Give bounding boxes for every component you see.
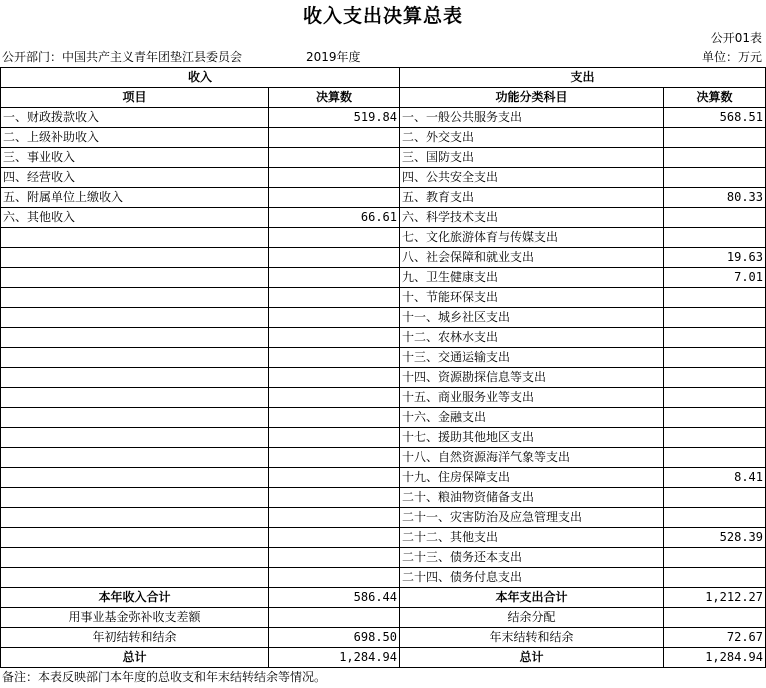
expense-item-cell: 六、科学技术支出 bbox=[400, 208, 664, 228]
table-row bbox=[1, 468, 766, 488]
expense-value-cell bbox=[664, 168, 766, 188]
income-value-cell bbox=[269, 308, 400, 328]
expense-item-cell: 二十、粮油物资储备支出 bbox=[400, 488, 664, 508]
income-item-cell: 四、经营收入 bbox=[1, 168, 269, 188]
expense-amount-column-header: 决算数 bbox=[664, 88, 766, 108]
table-row bbox=[1, 548, 766, 568]
income-item-cell bbox=[1, 328, 269, 348]
expense-item-cell: 二十一、灾害防治及应急管理支出 bbox=[400, 508, 664, 528]
header-row-columns bbox=[1, 88, 766, 108]
income-value-cell bbox=[269, 128, 400, 148]
expense-value-cell bbox=[664, 228, 766, 248]
income-value-cell bbox=[269, 468, 400, 488]
table-row bbox=[1, 568, 766, 588]
end-carryover-value: 72.67 bbox=[664, 628, 766, 648]
expense-value-cell: 8.41 bbox=[664, 468, 766, 488]
income-item-cell: 六、其他收入 bbox=[1, 208, 269, 228]
expense-value-cell bbox=[664, 448, 766, 468]
expense-value-cell bbox=[664, 408, 766, 428]
expense-value-cell bbox=[664, 288, 766, 308]
expense-value-cell bbox=[664, 508, 766, 528]
grand-expense-label: 总计 bbox=[400, 648, 664, 668]
table-row bbox=[1, 188, 766, 208]
total-row bbox=[1, 588, 766, 608]
expense-item-cell: 三、国防支出 bbox=[400, 148, 664, 168]
expense-item-cell: 十八、自然资源海洋气象等支出 bbox=[400, 448, 664, 468]
table-row bbox=[1, 228, 766, 248]
income-item-cell bbox=[1, 348, 269, 368]
expense-header: 支出 bbox=[400, 68, 766, 88]
income-item-cell bbox=[1, 528, 269, 548]
income-item-cell bbox=[1, 368, 269, 388]
income-item-cell bbox=[1, 388, 269, 408]
income-item-cell: 五、附属单位上缴收入 bbox=[1, 188, 269, 208]
begin-carryover-value: 698.50 bbox=[269, 628, 400, 648]
expense-item-cell: 五、教育支出 bbox=[400, 188, 664, 208]
expense-item-cell: 十九、住房保障支出 bbox=[400, 468, 664, 488]
table-row bbox=[1, 368, 766, 388]
expense-value-cell bbox=[664, 568, 766, 588]
expense-item-cell: 十七、援助其他地区支出 bbox=[400, 428, 664, 448]
income-value-cell: 66.61 bbox=[269, 208, 400, 228]
income-value-cell bbox=[269, 148, 400, 168]
income-value-cell bbox=[269, 348, 400, 368]
income-value-cell bbox=[269, 548, 400, 568]
expense-value-cell bbox=[664, 208, 766, 228]
expense-value-cell: 7.01 bbox=[664, 268, 766, 288]
income-item-cell bbox=[1, 428, 269, 448]
income-item-cell bbox=[1, 468, 269, 488]
income-value-cell bbox=[269, 488, 400, 508]
grand-total-row bbox=[1, 648, 766, 668]
end-carryover-label: 年末结转和结余 bbox=[400, 628, 664, 648]
table-row bbox=[1, 508, 766, 528]
table-row bbox=[1, 128, 766, 148]
income-item-cell bbox=[1, 568, 269, 588]
income-item-cell bbox=[1, 448, 269, 468]
expense-item-cell: 二十二、其他支出 bbox=[400, 528, 664, 548]
table-row bbox=[1, 428, 766, 448]
fund-value bbox=[269, 608, 400, 628]
table-row bbox=[1, 348, 766, 368]
expense-item-cell: 十二、农林水支出 bbox=[400, 328, 664, 348]
table-row bbox=[1, 328, 766, 348]
expense-item-cell: 十一、城乡社区支出 bbox=[400, 308, 664, 328]
income-item-cell bbox=[1, 548, 269, 568]
income-value-cell bbox=[269, 448, 400, 468]
expense-item-cell: 四、公共安全支出 bbox=[400, 168, 664, 188]
footnote: 备注：本表反映部门本年度的总收支和年末结转结余等情况。 bbox=[2, 670, 327, 684]
expense-item-cell: 十六、金融支出 bbox=[400, 408, 664, 428]
income-value-cell bbox=[269, 328, 400, 348]
form-number: 公开01表 bbox=[710, 31, 762, 45]
income-value-cell bbox=[269, 388, 400, 408]
item-column-header: 项目 bbox=[1, 88, 269, 108]
income-value-cell bbox=[269, 168, 400, 188]
income-value-cell bbox=[269, 368, 400, 388]
income-value-cell bbox=[269, 528, 400, 548]
expense-value-cell: 80.33 bbox=[664, 188, 766, 208]
income-item-cell bbox=[1, 228, 269, 248]
income-value-cell bbox=[269, 228, 400, 248]
table-row bbox=[1, 248, 766, 268]
expense-value-cell bbox=[664, 348, 766, 368]
expense-total-label: 本年支出合计 bbox=[400, 588, 664, 608]
income-item-cell bbox=[1, 248, 269, 268]
income-value-cell bbox=[269, 568, 400, 588]
table-row bbox=[1, 288, 766, 308]
expense-value-cell bbox=[664, 328, 766, 348]
table-row bbox=[1, 268, 766, 288]
fiscal-year: 2019年度 bbox=[306, 50, 361, 64]
income-amount-column-header: 决算数 bbox=[269, 88, 400, 108]
income-value-cell bbox=[269, 268, 400, 288]
income-item-cell: 二、上级补助收入 bbox=[1, 128, 269, 148]
expense-item-cell: 二、外交支出 bbox=[400, 128, 664, 148]
income-item-cell bbox=[1, 308, 269, 328]
department-label: 公开部门：中国共产主义青年团垫江县委员会 bbox=[2, 50, 243, 64]
function-item-column-header: 功能分类科目 bbox=[400, 88, 664, 108]
allocation-value bbox=[664, 608, 766, 628]
income-item-cell bbox=[1, 268, 269, 288]
expense-value-cell bbox=[664, 388, 766, 408]
expense-item-cell: 二十四、债务付息支出 bbox=[400, 568, 664, 588]
fund-label: 用事业基金弥补收支差额 bbox=[1, 608, 269, 628]
grand-expense-value: 1,284.94 bbox=[664, 648, 766, 668]
begin-carryover-label: 年初结转和结余 bbox=[1, 628, 269, 648]
income-value-cell: 519.84 bbox=[269, 108, 400, 128]
income-expense-table bbox=[0, 67, 766, 668]
expense-item-cell: 二十三、债务还本支出 bbox=[400, 548, 664, 568]
income-item-cell bbox=[1, 488, 269, 508]
table-row bbox=[1, 408, 766, 428]
income-value-cell bbox=[269, 408, 400, 428]
expense-item-cell: 一、一般公共服务支出 bbox=[400, 108, 664, 128]
income-value-cell bbox=[269, 288, 400, 308]
table-row bbox=[1, 108, 766, 128]
table-row bbox=[1, 448, 766, 468]
table-row bbox=[1, 308, 766, 328]
expense-value-cell bbox=[664, 488, 766, 508]
income-value-cell bbox=[269, 248, 400, 268]
income-item-cell bbox=[1, 508, 269, 528]
expense-total-value: 1,212.27 bbox=[664, 588, 766, 608]
unit-label: 单位：万元 bbox=[701, 50, 762, 64]
expense-item-cell: 八、社会保障和就业支出 bbox=[400, 248, 664, 268]
expense-value-cell bbox=[664, 308, 766, 328]
income-item-cell bbox=[1, 288, 269, 308]
income-item-cell: 三、事业收入 bbox=[1, 148, 269, 168]
allocation-label: 结余分配 bbox=[400, 608, 664, 628]
expense-value-cell: 19.63 bbox=[664, 248, 766, 268]
expense-value-cell bbox=[664, 428, 766, 448]
table-row bbox=[1, 528, 766, 548]
table-row bbox=[1, 488, 766, 508]
income-item-cell: 一、财政拨款收入 bbox=[1, 108, 269, 128]
income-item-cell bbox=[1, 408, 269, 428]
fund-row bbox=[1, 608, 766, 628]
income-total-value: 586.44 bbox=[269, 588, 400, 608]
expense-item-cell: 十五、商业服务业等支出 bbox=[400, 388, 664, 408]
expense-value-cell bbox=[664, 148, 766, 168]
expense-item-cell: 十、节能环保支出 bbox=[400, 288, 664, 308]
expense-value-cell: 568.51 bbox=[664, 108, 766, 128]
income-total-label: 本年收入合计 bbox=[1, 588, 269, 608]
table-row bbox=[1, 388, 766, 408]
expense-value-cell bbox=[664, 368, 766, 388]
income-value-cell bbox=[269, 188, 400, 208]
expense-item-cell: 十三、交通运输支出 bbox=[400, 348, 664, 368]
income-value-cell bbox=[269, 508, 400, 528]
header-row-top bbox=[1, 68, 766, 88]
expense-item-cell: 九、卫生健康支出 bbox=[400, 268, 664, 288]
expense-item-cell: 七、文化旅游体育与传媒支出 bbox=[400, 228, 664, 248]
income-header: 收入 bbox=[1, 68, 400, 88]
income-value-cell bbox=[269, 428, 400, 448]
table-row bbox=[1, 208, 766, 228]
grand-income-value: 1,284.94 bbox=[269, 648, 400, 668]
table-row bbox=[1, 148, 766, 168]
expense-value-cell bbox=[664, 128, 766, 148]
expense-value-cell: 528.39 bbox=[664, 528, 766, 548]
table-row bbox=[1, 168, 766, 188]
expense-item-cell: 十四、资源勘探信息等支出 bbox=[400, 368, 664, 388]
expense-value-cell bbox=[664, 548, 766, 568]
report-title: 收入支出决算总表 bbox=[302, 5, 463, 27]
carryover-row bbox=[1, 628, 766, 648]
grand-income-label: 总计 bbox=[1, 648, 269, 668]
